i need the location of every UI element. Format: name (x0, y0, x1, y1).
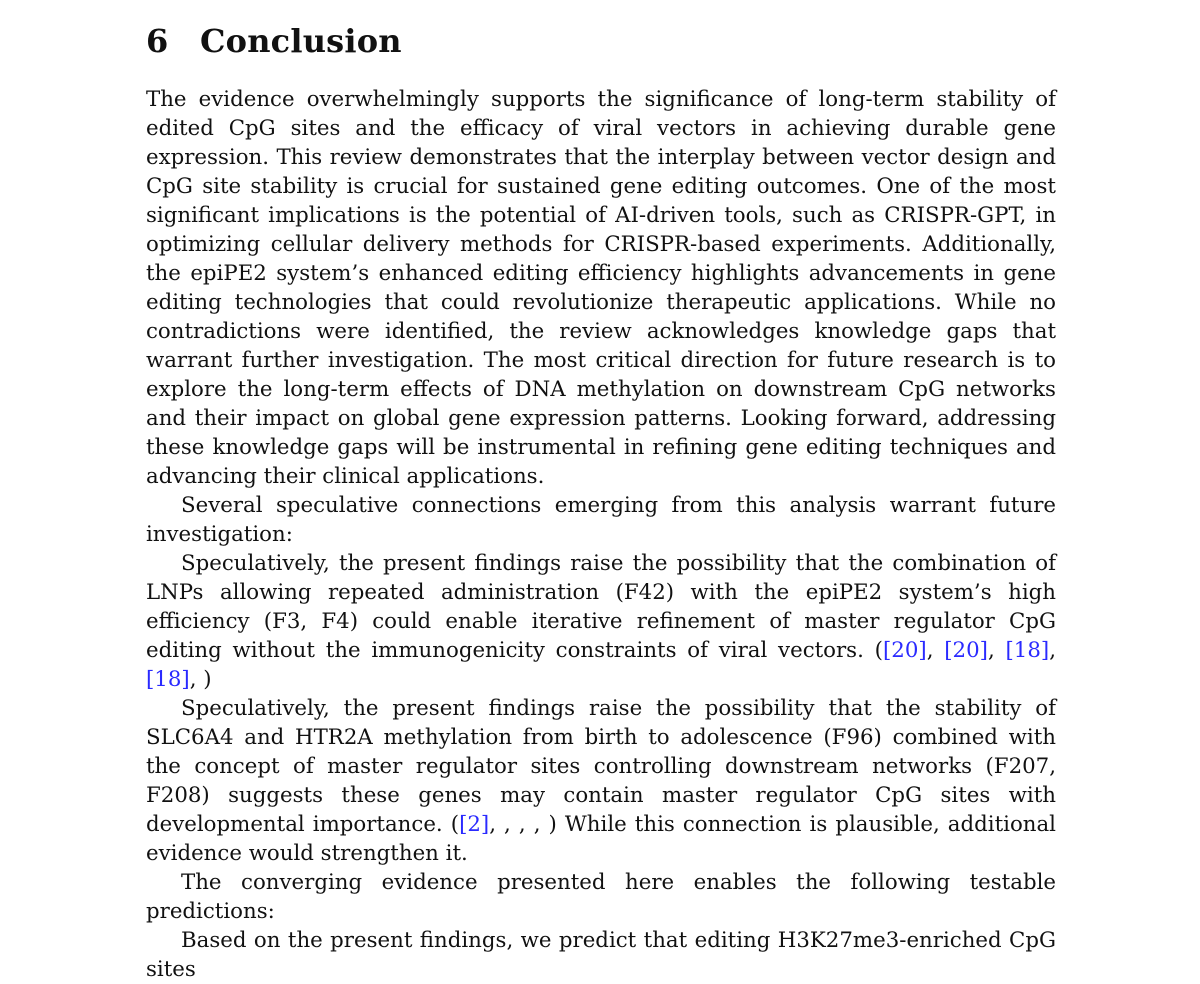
citation-link[interactable]: [18] (146, 667, 190, 692)
section-body (146, 85, 1056, 984)
citation-link[interactable]: [2] (459, 812, 490, 837)
paragraph-speculation-2 (146, 694, 1056, 868)
citation-separator: , (1049, 638, 1056, 663)
citation-link[interactable]: [20] (882, 638, 927, 663)
citation-link[interactable]: [18] (1005, 638, 1050, 663)
citation-separator: , (987, 638, 1006, 663)
speculation-1-text: Speculatively, the present findings raise the possibility that the combination of LNPs allowing repeated administration (F42) with the epiPE2 system’s high efficiency (F3, F4) could enable iterative refinement of master regulator CpG editing without the immunogenicity constraints of viral vectors. ( (146, 551, 1056, 663)
speculation-2-text: Speculatively, the present findings raise the possibility that the stability of SLC6A4 and HTR2A methylation from birth to adolescence (F96) combined with the concept of master regulator sites controlling downstream networks (F207, F208) suggests these genes may contain master regulator CpG sites with developmental importance. ( (146, 696, 1056, 837)
paragraph-predictions-intro: The converging evidence presented here enables the following testable predictions: (146, 870, 1056, 924)
speculation-2-tail: , , , , ) While this connection is plausible, additional evidence would strengthen it. (146, 812, 1056, 866)
paragraph-summary: The evidence overwhelmingly supports the significance of long-term stability of edited CpG sites and the efficacy of viral vectors in achieving durable gene expression. This review demonstrates that the interplay between vector design and CpG site stability is crucial for sustained gene editing outcomes. One of the most significant implications is the potential of AI-driven tools, such as CRISPR-GPT, in optimizing cellular delivery methods for CRISPR-based experiments. Additionally, the epiPE2 system’s enhanced editing efficiency highlights advancements in gene editing technologies that could revolutionize therapeutic applications. While no contradictions were identified, the review acknowledges knowledge gaps that warrant further investigation. The most critical direction for future research is to explore the long-term effects of DNA methylation on downstream CpG networks and their impact on global gene expression patterns. Looking forward, addressing these knowledge gaps will be instrumental in refining gene editing techniques and advancing their clinical applications. (146, 87, 1056, 489)
section-number: 6 (146, 22, 169, 60)
section-heading (146, 22, 402, 60)
citation-separator: , (926, 638, 945, 663)
paragraph-speculative-intro: Several speculative connections emerging from this analysis warrant future investigation: (146, 493, 1056, 547)
paragraph-speculation-1 (146, 549, 1056, 694)
section-title: Conclusion (200, 22, 402, 60)
citation-link[interactable]: [20] (944, 638, 988, 663)
paragraph-prediction-1: Based on the present findings, we predict that editing H3K27me3-enriched CpG sites (146, 928, 1056, 982)
speculation-1-tail: , ) (189, 667, 212, 692)
